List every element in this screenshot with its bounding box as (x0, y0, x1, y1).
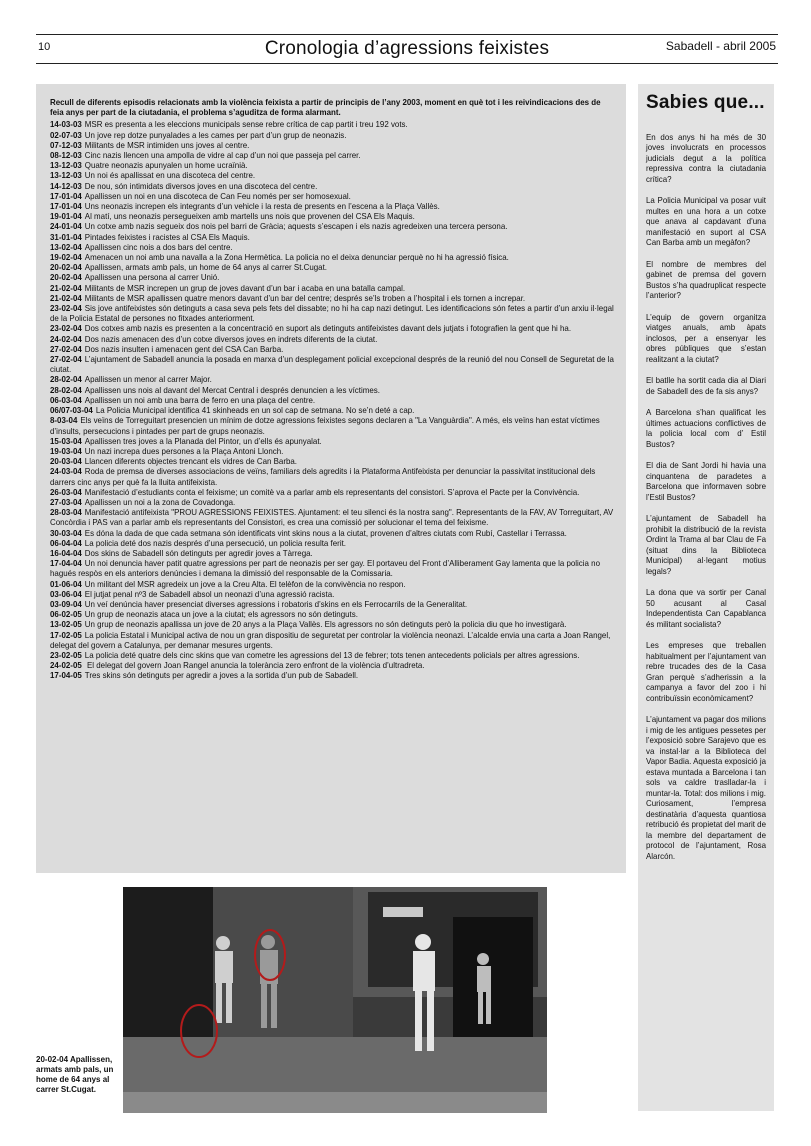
entry-text: Dos skins de Sabadell són detinguts per agredir joves a Tàrrega. (84, 548, 313, 558)
page-number: 10 (38, 41, 51, 53)
chronology-entry (50, 671, 614, 681)
chronology-entry (50, 161, 614, 171)
chronology-entry (50, 131, 614, 141)
entry-date: 24-02-05 (50, 661, 82, 671)
entry-text: Apallissen una persona al carrer Unió. (84, 273, 220, 283)
entry-text: Apallissen un noi amb una barra de ferro en una plaça del centre. (84, 395, 316, 405)
entry-date: 13-02-05 (50, 620, 82, 630)
chronology-entry (50, 661, 614, 671)
entry-date: 20-02-04 (50, 263, 82, 273)
entry-text: Amenacen un noi amb una navalla a la Zona Hermètica. La policia no el deixa denunciar perquè no hi ha agressió física. (84, 253, 509, 263)
entry-text: La policia deté dos nazis després d’una persecució, un policia resulta ferit. (84, 538, 346, 548)
chronology-entry (50, 355, 614, 375)
chronology-entry (50, 120, 614, 130)
entry-text: Dos nazis insulten i amenacen gent del CSA Can Barba. (84, 344, 284, 354)
chronology-entry (50, 222, 614, 232)
entry-text: Militants de MSR intimiden uns joves al centre. (84, 140, 250, 150)
entry-date: 06-03-04 (50, 395, 82, 405)
entry-text: Un grup de neonazis apallissa un jove de 20 anys a la Plaça Vallès. Els agressors no són detinguts però la policia diu que ho investigarà. (84, 620, 567, 630)
chronology-entry (50, 202, 614, 212)
entry-text: Quatre neonazis apunyalen un home ucraïnià. (84, 161, 248, 171)
chronology-entry (50, 335, 614, 345)
chronology-entry (50, 467, 614, 487)
entry-date: 24-02-04 (50, 334, 82, 344)
entry-date: 02-07-03 (50, 130, 82, 140)
entry-date: 8-03-04 (50, 416, 78, 426)
entry-date: 19-03-04 (50, 446, 82, 456)
entry-text: Un veí denúncia haver presenciat diverses agressions i robatoris d’skins en els Ferrocarrils de la Generalitat. (84, 599, 468, 609)
entry-text: Manifestació d’estudiants conta el feixisme; un comitè va a parlar amb els representants del consistori. S’aprova el Pacte per la Convivència. (84, 487, 580, 497)
entry-text: Es dóna la dada de que cada setmana són identificats vint skins nous a la ciutat, provenen d’altres ciutats com Rubí, Castellar i Terrassa. (84, 528, 567, 538)
entry-date: 03-09-04 (50, 599, 82, 609)
entry-date: 24-01-04 (50, 222, 82, 232)
chronology-entry (50, 294, 614, 304)
entry-date: 23-02-04 (50, 304, 82, 314)
chronology-entry (50, 233, 614, 243)
entry-text: Militants de MSR apallissen quatre menors davant d’un bar del centre; després se’ls troben a l’hospital i els tornen a increpar. (84, 293, 526, 303)
chronology-entry (50, 243, 614, 253)
sidebar-item: L’ajuntament de Sabadell ha prohibit la distribució de la revista Ordint la Trama al bar Clau de Fa (situat dins la Biblioteca Municipal) al·legant motius legals? (646, 514, 766, 576)
entry-text: De nou, són intimidats diversos joves en una discoteca del centre. (84, 181, 318, 191)
entry-date: 17-01-04 (50, 202, 82, 212)
entry-text: Apallissen un noi en una discoteca de Can Feu només per ser homosexual. (84, 191, 351, 201)
sidebar-item: L’ajuntament va pagar dos milions i mig de les antigues pessetes per l’exposició sobre Sarajevo que es va instal·lar a la Biblioteca del Vapor Badia. Aquesta exposició ja estava muntada a Barcelona i tan sols va caldre traslladar-la i muntar-la. Total: dos milions i mig. Curiosament, l’empresa destinatària d’aquesta quantiosa retribució és propietat del marit de la membre del departament de protocol de l’ajuntament, Rosa Alarcón. (646, 715, 767, 861)
entry-date: 14-03-03 (50, 120, 82, 130)
entry-date: 31-01-04 (50, 232, 82, 242)
entry-date: 13-12-03 (50, 161, 82, 171)
chronology-entry (50, 610, 614, 620)
entry-date: 16-04-04 (50, 548, 82, 558)
entry-date: 28-02-04 (50, 385, 82, 395)
chronology-entry (50, 498, 614, 508)
entry-text: Un nazi increpa dues persones a la Plaça Antoni Llonch. (84, 446, 284, 456)
chronology-entry (50, 416, 614, 436)
entry-text: Un grup de neonazis ataca un jove a la ciutat; els agressors no són detinguts. (84, 610, 358, 620)
entry-date: 27-02-04 (50, 344, 82, 354)
chronology-entry (50, 141, 614, 151)
entry-text: Sis jove antifeixistes són detinguts a casa seva pels fets del dissabte; no hi ha cap nazi detingut. Les identificacions són fetes a partir d’un arxiu il·legal de la Policia Estatal de persones no fitxades anteriorment. (50, 304, 614, 324)
chronology-intro: Recull de diferents episodis relacionats amb la violència feixista a partir de principis de l’any 2003, moment en què tot i les reivindicacions des de feia anys per part de la ciutadania, el problema s’aguditza de forma alarmant. (50, 98, 601, 118)
entry-text: Cinc nazis llencen una ampolla de vidre al cap d’un noi que passeja pel carrer. (84, 151, 361, 161)
chronology-entry (50, 559, 614, 579)
sidebar-item: El batlle ha sortit cada dia al Diari de Sabadell des de fa sis anys? (646, 376, 766, 396)
entry-date: 27-02-04 (50, 355, 82, 365)
chronology-entry (50, 406, 614, 416)
entry-date: 15-03-04 (50, 436, 82, 446)
entry-date: 17-04-04 (50, 559, 82, 569)
chronology-entry (50, 253, 614, 263)
chronology-entry (50, 549, 614, 559)
sidebar-item: L’equip de govern organitza viatges anuals, amb àpats inclosos, per a ensenyar les obres públiques que s’estan realitzant a la ciutat? (646, 312, 766, 364)
entry-text: Apallissen uns nois al davant del Mercat Central i després denuncien a les víctimes. (84, 385, 380, 395)
entry-text: La Policia Municipal identifica 41 skinheads en un sol cap de setmana. No se’n deté a cap. (95, 406, 415, 416)
chronology-entry (50, 284, 614, 294)
chronology-entry (50, 590, 614, 600)
entry-text: El jutjat penal nº3 de Sabadell absol un neonazi d’una agressió racista. (84, 589, 335, 599)
entry-date: 28-03-04 (50, 508, 82, 518)
entry-text: Al matí, uns neonazis persegueixen amb martells uns nois que provenen del CSA Els Maquis. (84, 212, 415, 222)
entry-text: Un noi denuncia haver patit quatre agressions per part de neonazis per ser gay. El portaveu del Front d’Alliberament Gay lamenta que la policia no hagués respòs en els anteriors denúncies i demana la dimissió del responsable de la Comissaria. (50, 559, 600, 579)
chronology-entry (50, 396, 614, 406)
entry-date: 20-02-04 (50, 273, 82, 283)
chronology-entry (50, 386, 614, 396)
entry-date: 06/07-03-04 (50, 406, 93, 416)
news-photo (123, 887, 547, 1113)
entry-text: MSR es presenta a les eleccions municipals sense rebre crítica de cap partit i treu 192 vots. (84, 120, 408, 130)
chronology-entry (50, 529, 614, 539)
entry-text: Tres skins són detinguts per agredir a joves a la sortida d’un pub de Sabadell. (84, 671, 359, 681)
chronology-entry (50, 600, 614, 610)
sidebar-title: Sabies que... (646, 92, 765, 113)
entry-date: 17-01-04 (50, 191, 82, 201)
entry-text: Els veïns de Torreguitart presencien un mínim de dotze agressions feixistes segons declaren a "La Vanguàrdia". A més, els veïns han estat víctimes d’insults, persecucions i pintades per part de grups neonazis. (50, 416, 600, 436)
entry-text: El delegat del govern Joan Rangel anuncia la tolerància zero enfront de la violència d’ultradreta. (84, 661, 425, 671)
entry-date: 06-02-05 (50, 610, 82, 620)
entry-date: 27-03-04 (50, 497, 82, 507)
chronology-entry (50, 171, 614, 181)
chronology-entry (50, 580, 614, 590)
entry-date: 28-02-04 (50, 375, 82, 385)
chronology-entry (50, 345, 614, 355)
entry-date: 03-06-04 (50, 589, 82, 599)
entry-date: 20-03-04 (50, 457, 82, 467)
entry-date: 19-02-04 (50, 253, 82, 263)
chronology-entry (50, 620, 614, 630)
entry-text: Roda de premsa de diverses associacions de veïns, familiars dels agredits i la Plataforma Antifeixista per denunciar la passivitat institucional dels darrers cinc anys per què fa la lluita antifeixista. (50, 467, 596, 487)
entry-text: Dos nazis amenacen des d’un cotxe diversos joves en indrets diferents de la ciutat. (84, 334, 378, 344)
entry-text: La policia Estatal i Municipal activa de nou un gran dispositiu de seguretat per controlar la violència neonazi. L’alcalde envia una carta a Joan Rangel, delegat del govern a Catalunya, per demanar mesures urgents. (50, 630, 611, 650)
entry-date: 26-03-04 (50, 487, 82, 497)
chronology-entry (50, 651, 614, 661)
chronology-entry (50, 447, 614, 457)
entry-text: Apallissen un noi a la zona de Covadonga. (84, 497, 236, 507)
issue-date: Sabadell - abril 2005 (665, 39, 776, 53)
chronology-entry (50, 212, 614, 222)
photo-caption: 20-02-04 Apallissen, armats amb pals, un home de 64 anys al carrer St.Cugat. (36, 1055, 114, 1094)
entry-date: 21-02-04 (50, 283, 82, 293)
sidebar-item: El nombre de membres del gabinet de premsa del govern Bustos s’ha quadruplicat respecte l’anterior? (646, 259, 766, 300)
entry-text: Uns neonazis increpen els integrants d’un vehicle i la resta de presents en l’escena a la Plaça Vallès. (84, 202, 440, 212)
page-header (36, 34, 778, 64)
entry-text: Pintades feixistes i racistes al CSA Els Maquis. (84, 232, 250, 242)
entry-text: Llancen diferents objectes trencant els vidres de Can Barba. (84, 457, 298, 467)
entry-date: 08-12-03 (50, 151, 82, 161)
entry-text: Manifestació antifeixista "PROU AGRESSIONS FEIXISTES. Ajuntament: el teu silenci és la nostra sang". Representants de la FAV, AV Torreguitart, AV Concòrdia i PAS van a parlar amb els representants del Consistori, es crea una comissió per solucionar el tema del feixisme. (50, 508, 614, 528)
entry-text: Militants de MSR increpen un grup de joves davant d’un bar i acaba en una batalla campal. (84, 283, 406, 293)
entry-date: 01-06-04 (50, 579, 82, 589)
chronology-entry (50, 324, 614, 334)
sidebar-item: La Policia Municipal va posar vuit multes en una hora a un cotxe que anava al capdavant d’una manifestació en suport al CSA Can Barba amb un megàfon? (646, 196, 766, 247)
entry-text: Un jove rep dotze punyalades a les cames per part d’un grup de neonazis. (84, 130, 347, 140)
entry-date: 06-04-04 (50, 538, 82, 548)
entry-date: 17-02-05 (50, 630, 82, 640)
chronology-entry (50, 192, 614, 202)
entry-text: Un noi és apallissat en una discoteca del centre. (84, 171, 256, 181)
page-title: Cronologia d’agressions feixistes (264, 38, 550, 59)
sidebar-item: La dona que va sortir per Canal 50 acusant al Casal Independentista Can Capablanca és militant socialista? (646, 588, 766, 629)
entry-text: Apallissen, armats amb pals, un home de 64 anys al carrer St.Cugat. (84, 263, 327, 273)
chronology-entry (50, 631, 614, 651)
sidebar-item: En dos anys hi ha més de 30 joves involucrats en processos judicials degut a la política repressiva contra la ciutadania crítica? (646, 132, 766, 184)
entry-text: La policia deté quatre dels cinc skins que van cometre les agressions del 13 de febrer; tots tenen antecedents policials per altres agressions. (84, 650, 580, 660)
entry-date: 21-02-04 (50, 293, 82, 303)
chronology-entry (50, 263, 614, 273)
chronology-entry (50, 488, 614, 498)
entry-text: Apallissen cinc nois a dos bars del centre. (84, 242, 233, 252)
chronology-entry (50, 508, 614, 528)
entry-date: 23-02-04 (50, 324, 82, 334)
sidebar-item: El dia de Sant Jordi hi havia una cinquantena de paradetes a Barcelona que informaven sobre l’Estil Bustos? (646, 461, 766, 502)
chronology-entry (50, 182, 614, 192)
chronology-entry (50, 273, 614, 283)
chronology-entry (50, 151, 614, 161)
chronology-entry (50, 437, 614, 447)
entry-date: 17-04-05 (50, 671, 82, 681)
entry-date: 07-12-03 (50, 140, 82, 150)
entry-text: L’ajuntament de Sabadell anuncia la posada en marxa d’un desplegament policial excepcional després de la reunió del nou Consell de Seguretat de la ciutat. (50, 355, 614, 375)
chronology-entry (50, 539, 614, 549)
entry-text: Un cotxe amb nazis segueix dos nois pel barri de Gràcia; aquests s’escapen i els nazis agredeixen una tercera persona. (84, 222, 508, 232)
entry-date: 13-02-04 (50, 242, 82, 252)
chronology-entry (50, 457, 614, 467)
chronology-entry (50, 375, 614, 385)
entry-text: Apallissen un menor al carrer Major. (84, 375, 212, 385)
entry-text: Un militant del MSR agredeix un jove a la Creu Alta. El telèfon de la convivència no respon. (84, 579, 406, 589)
entry-text: Apallissen tres joves a la Planada del Pintor, un d’ells és apunyalat. (84, 436, 322, 446)
sidebar-item: A Barcelona s’han qualificat les últimes actuacions conflictives de la policia local com d’ Estil Bustos? (646, 408, 766, 449)
sidebar-item: Les empreses que treballen habitualment per l’ajuntament van rebre trucades des de la Casa Gran perquè s’adherissin a la campanya a favor del zoo i hi contribuïssin econòmicament? (646, 641, 766, 703)
sidebar-box (638, 84, 774, 1111)
entry-date: 13-12-03 (50, 171, 82, 181)
entry-date: 19-01-04 (50, 212, 82, 222)
chronology-box (36, 84, 626, 873)
chronology-entry (50, 304, 614, 324)
entry-date: 23-02-05 (50, 650, 82, 660)
entry-text: Dos cotxes amb nazis es presenten a la concentració en suport als detinguts antifeixistes davant dels jutjats i fotografien la gent que hi ha. (84, 324, 572, 334)
entry-date: 30-03-04 (50, 528, 82, 538)
entry-date: 14-12-03 (50, 181, 82, 191)
entry-date: 24-03-04 (50, 467, 82, 477)
